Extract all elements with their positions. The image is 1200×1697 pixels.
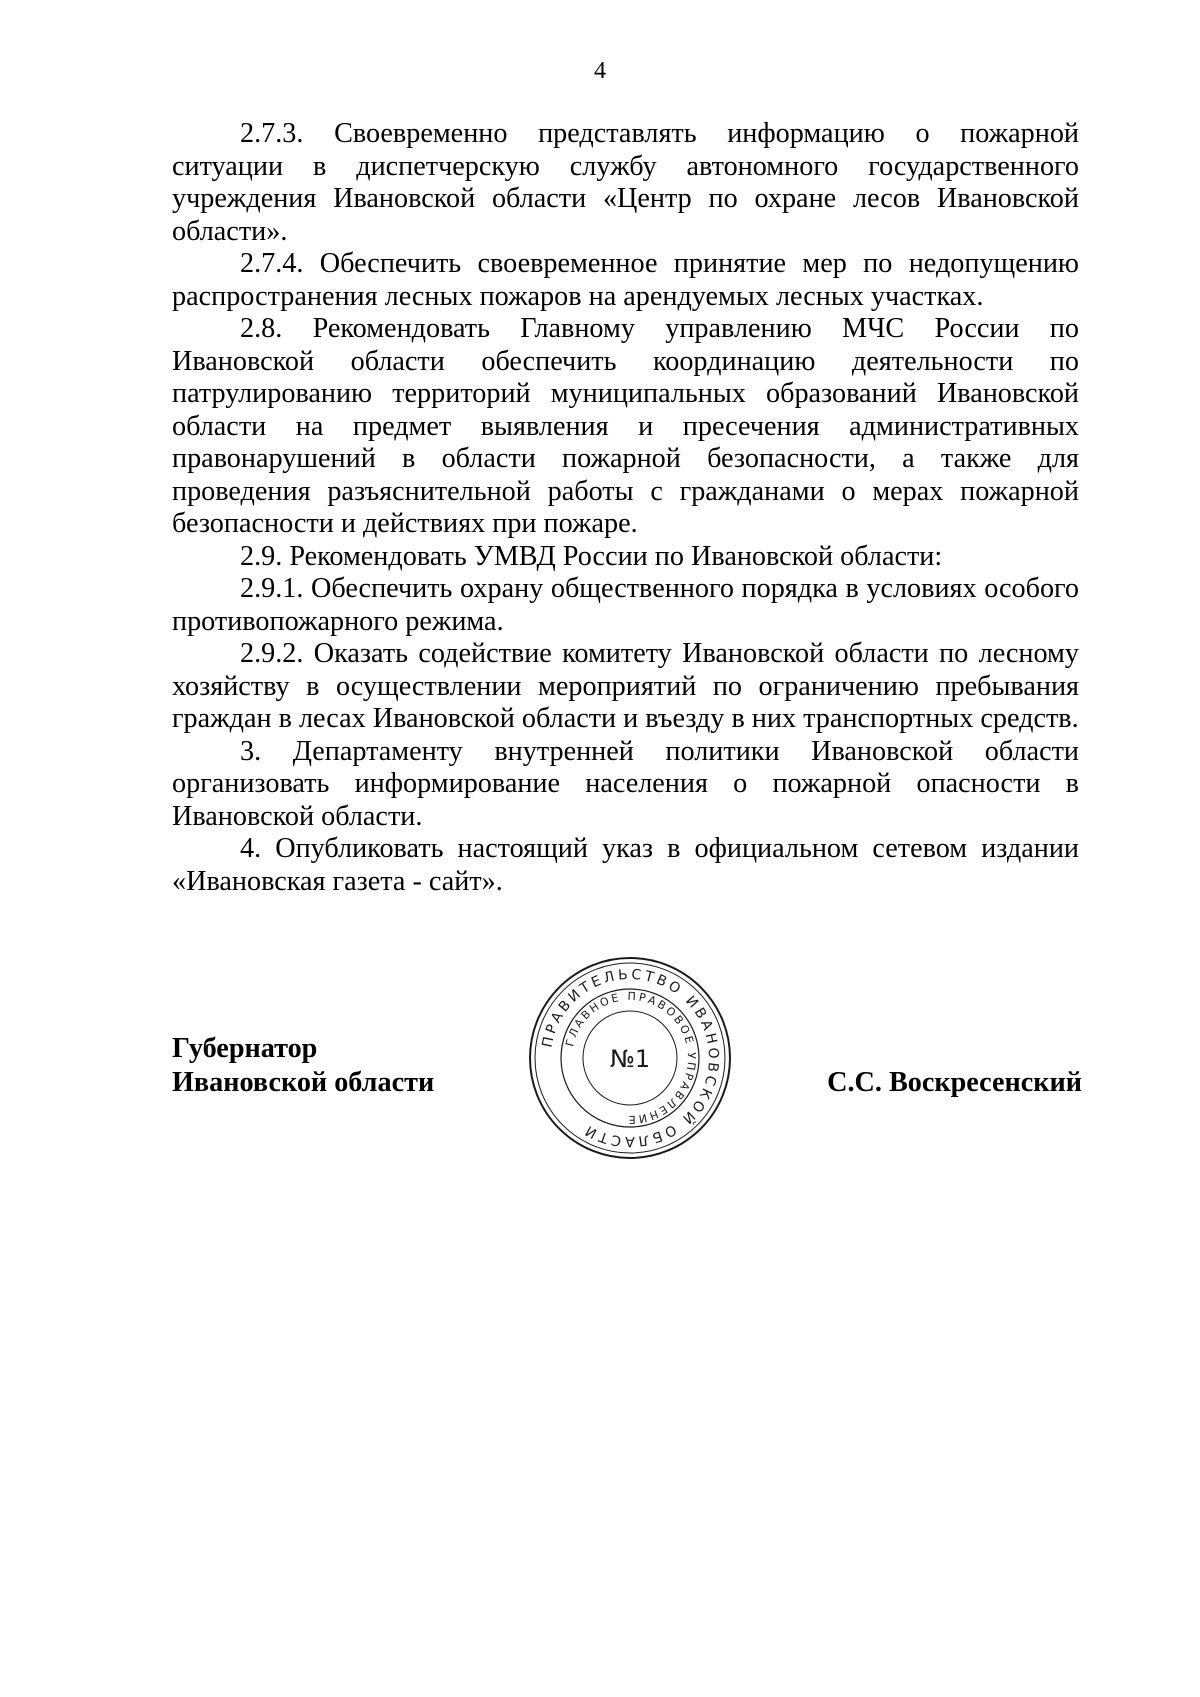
document-body	[172, 118, 1079, 898]
seal-inner-text: ГЛАВНОЕ ПРАВОВОЕ УПРАВЛЕНИЕ	[563, 989, 699, 1127]
paragraph-2-7-3: 2.7.3. Своевременно представлять информацию о пожарной ситуации в диспетчерскую службу автономного государственного учреждения Ивановской области «Центр по охране лесов Ивановской области».	[172, 118, 1079, 247]
paragraph-2-9-2: 2.9.2. Оказать содействие комитету Ивановской области по лесному хозяйству в осуществлении мероприятий по ограничению пребывания граждан в лесах Ивановской области и въезду в них транспортных средств.	[172, 638, 1079, 734]
signature-block	[172, 966, 1082, 1178]
seal-center-text: №1	[609, 1045, 651, 1073]
paragraph-2-9: 2.9. Рекомендовать УМВД России по Ивановской области:	[240, 540, 943, 572]
signatory-position-line2: Ивановской области	[172, 1067, 435, 1098]
page-number: 4	[594, 58, 606, 84]
seal-outer-text: ПРАВИТЕЛЬСТВО ИВАНОВСКОЙ ОБЛАСТИ	[539, 966, 722, 1150]
paragraph-2-8: 2.8. Рекомендовать Главному управлению МЧС России по Ивановской области обеспечить координацию деятельности по патрулированию территорий муниципальных образований Ивановской области на предмет выявления и пресечения административных правонарушений в области пожарной безопасности, а также для проведения разъяснительной работы с гражданами о мерах пожарной безопасности и действиях при пожаре.	[172, 313, 1079, 539]
official-seal	[525, 953, 735, 1163]
seal-icon	[525, 953, 735, 1163]
paragraph-2-7-4: 2.7.4. Обеспечить своевременное принятие мер по недопущению распространения лесных пожаров на арендуемых лесных участках.	[172, 248, 1079, 312]
paragraph-4: 4. Опубликовать настоящий указ в официальном сетевом издании «Ивановская газета - сайт».	[172, 833, 1079, 897]
signatory-position-line1: Губернатор	[172, 1033, 318, 1064]
signatory-name: С.С. Воскресенский	[827, 1067, 1082, 1098]
paragraph-3: 3. Департаменту внутренней политики Ивановской области организовать информирование населения о пожарной опасности в Ивановской области.	[172, 735, 1079, 832]
paragraph-2-9-1: 2.9.1. Обеспечить охрану общественного порядка в условиях особого противопожарного режима.	[172, 573, 1079, 637]
signatory-position	[172, 1032, 434, 1100]
